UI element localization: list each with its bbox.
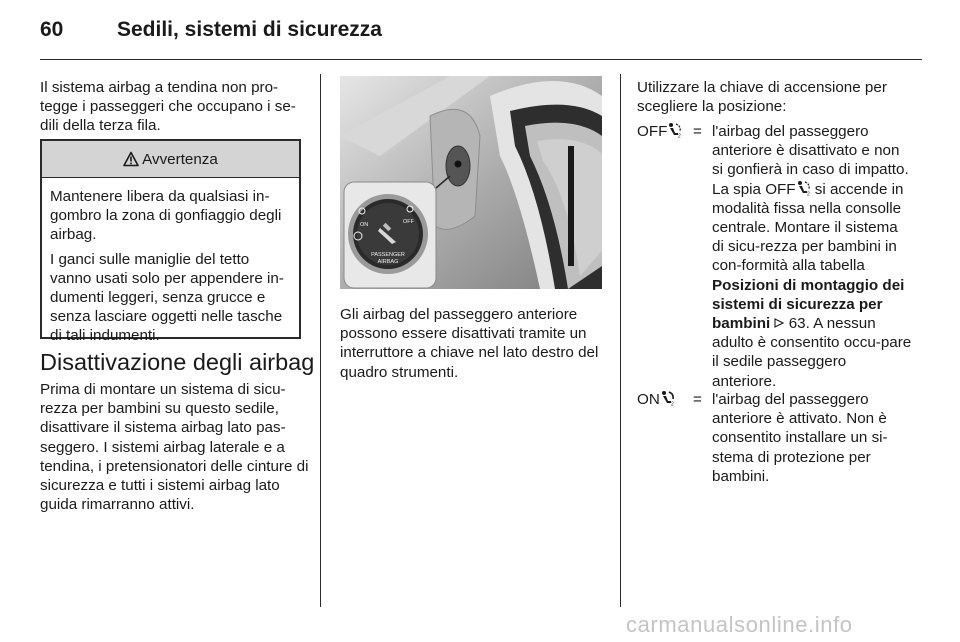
column-divider-1	[320, 74, 321, 607]
warning-box	[40, 139, 301, 345]
section-paragraph: Prima di montare un sistema di sicu-rezza per bambini su questo sedile, disattivare il sistema airbag lato pas-seggero. I sistemi airbag laterale e a tendina, i pretensionatori delle cinture di sicurezza e tutti i sistemi airbag lato guida rimarranno attivi.	[40, 381, 309, 514]
airbag-switch-photo	[340, 76, 602, 289]
switch-name-line1: PASSENGER	[371, 252, 405, 258]
switch-off-label: OFF	[403, 219, 414, 225]
on-description: l'airbag del passeggero anteriore è attivato. Non è consentito installare un si-stema di protezione per bambini.	[712, 391, 888, 485]
warning-header	[42, 141, 299, 178]
child-seat-table-link[interactable]: Posizioni di montaggio dei sistemi di sicurezza per bambini	[712, 276, 905, 333]
photo-caption: Gli airbag del passeggero anteriore possono essere disattivati tramite un interruttore a chiave nel lato destro del quadro strumenti.	[340, 306, 599, 381]
off-desc-text-3: 63. A nessun adulto è consentito occu-pare il sedile passeggero anteriore.	[712, 315, 912, 390]
on-term-label: ON	[637, 391, 660, 408]
svg-text:2: 2	[678, 133, 682, 138]
column-divider-2	[620, 74, 621, 607]
off-equals: =	[693, 123, 702, 140]
on-term	[637, 390, 675, 409]
switch-on-label: ON	[360, 222, 369, 228]
warning-paragraph: Mantenere libera da qualsiasi in-gombro la zona di gonfiaggio degli airbag.	[50, 188, 282, 244]
airbag-off-icon	[796, 180, 811, 196]
off-desc-text-1: l'airbag del passeggero anteriore è disattivato e non si gonfierà in caso di impatto. La spia OFF	[712, 123, 909, 198]
airbag-on-icon	[660, 390, 675, 406]
on-equals: =	[693, 391, 702, 408]
position-intro: Utilizzare la chiave di accensione per scegliere la posizione:	[637, 79, 887, 116]
page-title: Sedili, sistemi di sicurezza	[117, 18, 382, 41]
warning-title: Avvertenza	[142, 150, 218, 168]
switch-name-line2: AIRBAG	[377, 259, 399, 265]
warning-paragraph: I ganci sulle maniglie del tetto vanno usati solo per appendere in-dumenti leggeri, senza grucce e senza lasciare oggetti nelle tasche di tali indumenti.	[50, 250, 284, 345]
intro-paragraph: Il sistema airbag a tendina non pro-tegge i passeggeri che occupano i se-dili della terza fila.	[40, 79, 296, 135]
warning-body	[42, 178, 299, 346]
watermark: carmanualsonline.info	[626, 612, 853, 637]
page-number: 60	[40, 18, 64, 41]
warning-triangle-icon	[123, 151, 139, 167]
off-description	[712, 122, 912, 391]
svg-text:2: 2	[806, 191, 810, 196]
airbag-off-icon	[667, 122, 682, 138]
off-term-label: OFF	[637, 123, 668, 140]
header-divider	[40, 59, 922, 60]
svg-text:2: 2	[670, 401, 674, 406]
off-term	[637, 122, 682, 141]
off-desc-text-2: si accende in modalità fissa nella consolle centrale. Montare il sistema di sicu-rezza per bambini in con-formità alla tabella	[712, 180, 904, 275]
page-ref-icon	[770, 315, 784, 332]
section-heading: Disattivazione degli airbag	[40, 349, 315, 375]
